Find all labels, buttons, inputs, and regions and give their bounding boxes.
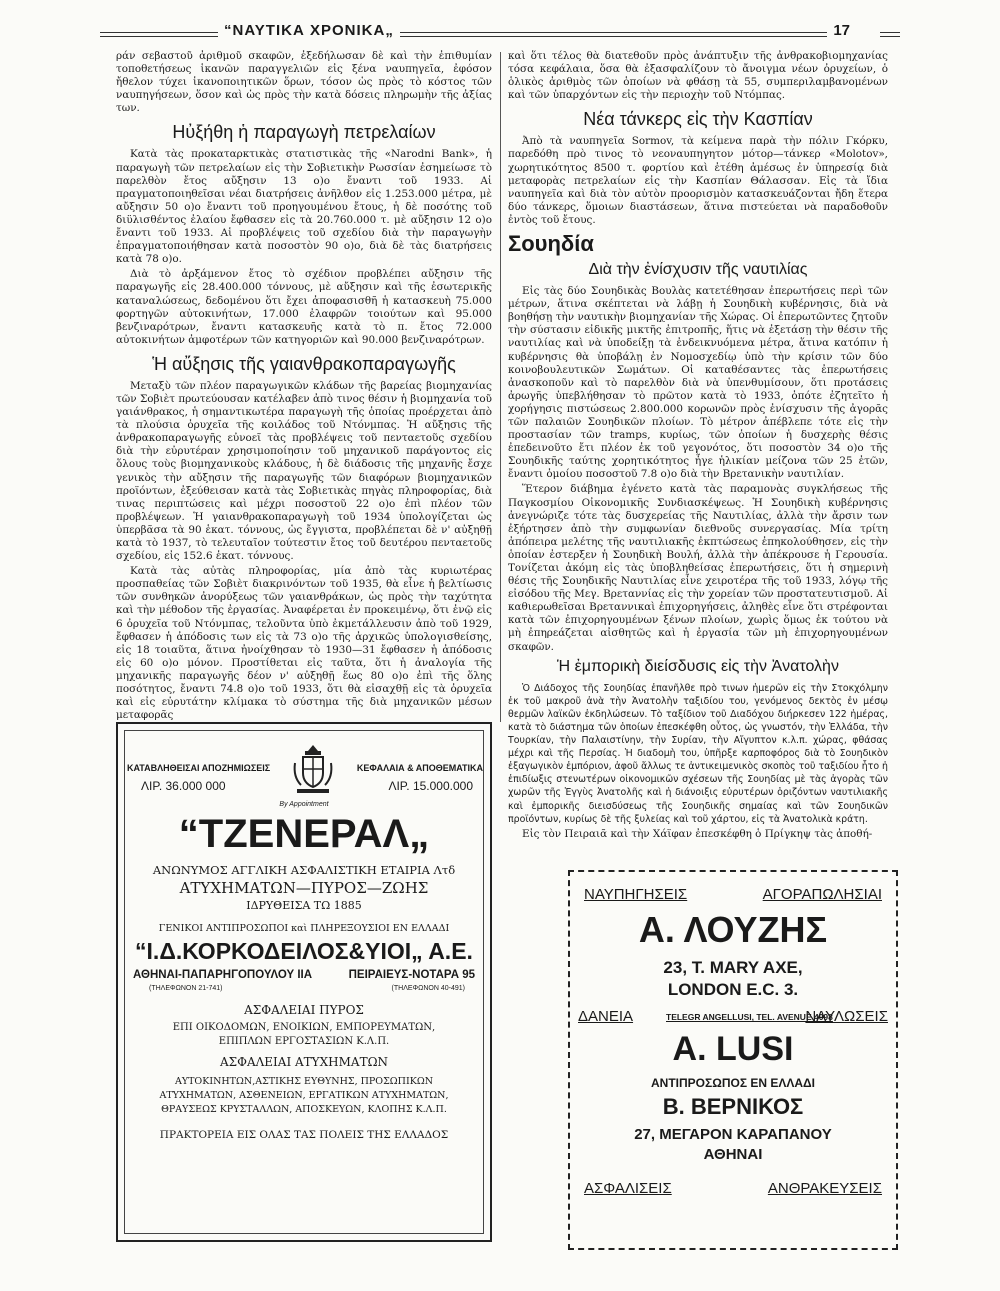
royal-appointment: By Appointment (279, 801, 329, 808)
heading-caspian-tankers: Νέα τάνκερς εἰς τὴν Κασπίαν (583, 109, 813, 130)
athens-address: ΑΘΗΝΑΙ-ΠΑΠΑΡΗΓΟΠΟΥΛΟΥ ΙΙΑ (133, 969, 313, 981)
capital-reserves-amount: ΛΙΡ. 15.000.000 (388, 779, 473, 793)
header-rule-middle (400, 32, 840, 37)
heading-east-penetration: Ἡ ἐμπορικὴ διείσδυσις εἰς τὴν Ἀνατολὴν (557, 657, 839, 675)
agents-heading: ΓΕΝΙΚΟΙ ΑΝΤΙΠΡΟΣΩΠΟΙ καὶ ΠΛΗΡΕΞΟΥΣΙΟΙ ΕΝ ΕΛΛΑΔΙ (158, 923, 450, 934)
representative-name: Β. ΒΕΡΝΙΚΟΣ (662, 1094, 804, 1119)
header-rule-right (880, 32, 900, 37)
page-header (100, 20, 900, 48)
fire-insurance-text: ΕΠΙ ΟΙΚΟΔΟΜΩΝ, ΕΝΟΙΚΙΩΝ, ΕΜΠΟΡΕΥΜΑΤΩΝ, ΕΠΙΠΛΩΝ ΕΡΓΟΣΤΑΣΙΩΝ Κ.Λ.Π. (172, 1022, 436, 1047)
right-column (508, 50, 888, 843)
founded-year: ΙΔΡΥΘΕΙΣΑ ΤΩ 1885 (246, 899, 362, 912)
company-name: “ΤΖΕΝΕΡΑΛ„ (178, 812, 430, 856)
accident-insurance-heading: ΑΣΦΑΛΕΙΑΙ ΑΤΥΧΗΜΑΤΩΝ (219, 1055, 389, 1069)
article-coal-p1: Μεταξὺ τῶν πλέον παραγωγικῶν κλάδων τῆς βαρείας βιομηχανίας τῶν Σοβιὲτ πρωτεύουσαν κατέλαβεν ἀπὸ τινος θέσιν ἡ βιομηχανία τοῦ γαιάνθρακος, ἡ σημαντικωτέρα παραγωγὴ τῆς ὁποίας προέρχεται ἀπὸ τὰ πλούσια ὀρυχεῖα τῆς κοιλάδος τοῦ Ντόνμπας. Ἡ αὔξησις τῆς ἀνθρακοπαραγωγῆς εὐνοεῖ τὰς προβλέψεις τοῦ πενταετοῦς σχεδίου διὰ τὴν εὐρυτέραν χρησιμοποίησιν τοῦ μηχανικοῦ παράγοντος εἰς ὅλους τοὺς βιομηχανικοὺς κλάδους, ἡ δὲ διάδοσις τῆς μηχανῆς ἔσχε γενικὸς τὴν αὔξησιν τῆς παραγωγῆς τῶν διαφόρων βιομηχανικῶν προϊόντων, ἐξεύθεισαν κατὰ τὰς Σοβιετικὰς πηγὰς πληροφορίας, διὰ τινας περιπτώσεις καὶ μέχρι ποσοστοῦ 22 ο)ο ἐπὶ πλέον τῶν προβλέψεων. Ἡ γαιανθρακοπαραγωγὴ τοῦ 1934 ὑπολογίζεται ὡς ὑπερβᾶσα τὰ 90 ἑκατ. τόννους, ὡς ἔγγιστα, προβλέπεται δὲ ν' αὐξηθῇ κατὰ τὸ 1937, τὸ τελευταῖον τούτεστιν ἔτος τοῦ δευτέρου πενταετοῦς σχεδίου, εἰς 152.6 ἑκατ. τόννους. (116, 379, 492, 563)
athens-city: ΑΘΗΝΑΙ (703, 1146, 763, 1163)
advert-inner-border (124, 730, 484, 1234)
advert-louzis (568, 870, 898, 1250)
publication-title: “ΝΑΥΤΙΚΑ ΧΡΟΝΙΚΑ„ (218, 22, 400, 39)
section-sweden: Σουηδία (508, 231, 594, 257)
piraeus-address: ΠΕΙΡΑΙΕΥΣ-ΝΟΤΑΡΑ 95 (348, 969, 475, 981)
london-city: LONDON E.C. 3. (667, 980, 799, 999)
article-east-p1: Ὁ Διάδοχος τῆς Σουηδίας ἐπανῆλθε πρὸ τινων ἡμερῶν εἰς τὴν Στοκχόλμην ἐκ τοῦ μακροῦ ἀνὰ τὴν Ἀνατολὴν ταξιδίου του, γενόμενος δεκτὸς ἐν μέσῳ θερμῶν λαϊκῶν ἐκδηλώσεων. Τὸ ταξίδιον τοῦ Διαδόχου διήρκεσεν 122 ἡμέρας, κατὰ τὸ διάστημα τῶν ὁποίων ἐπεσκέφθη οὗτος, ὡς γνωστόν, τὴν Ἑλλάδα, τὴν Τουρκίαν, τὴν Παλαιστίνην, τὴν Συρίαν, τὴν Αἴγυπτον κ.λ.π. χώρας, φθάσας μέχρι καὶ τῆς Περσίας. Ἡ διαδομὴ του, ὑπῆρξε καρποφόρος διὰ τὸ Σουηδικὸν ἐξαγωγικὸν ἐμπόριον, ἀφοῦ ἄλλως τε ἀντικειμενικὸς σκοπὸς τοῦ ταξιδίου ἦτο ἡ ἐπιδίωξις στενωτέρων οἰκονομικῶν σχέσεων τῆς Σουηδίας μὲ τὰς ἀγορὰς τῶν χωρῶν τῆς Ἐγγὺς Ἀνατολῆς καὶ ἡ διάνοιξις εὐρυτέρων ὁριζόντων ναυτιλιακῆς καὶ ἐμπορικῆς διεισδύσεως τῆς Σουηδικῆς σημαίας καὶ τῶν Σουηδικῶν προϊόντων, κυρίως δὲ τῆς ξυλείας καὶ τοῦ χάρτου, εἰς τὰ Ἀνατολικὰ κράτη. (508, 682, 888, 825)
article-coal-p2: Κατὰ τὰς αὐτὰς πληροφορίας, μία ἀπὸ τὰς κυριωτέρας προσπαθείας τῶν Σοβιὲτ διακρινόντων τοῦ 1935, θὰ εἶνε ἡ βελτίωσις τῶν συνθηκῶν ἀνορύξεως τῶν γαιανθράκων, ὡς πρὸς τὴν ταχύτητα καὶ τὴν μέθοδον τῆς ἐργασίας. Ἀναφέρεται ἐν προκειμένῳ, ὅτι ἐνῷ εἰς 6 ὀρυχεῖα τοῦ Ντόνμπας, τελοῦντα ὑπὸ ἐκμετάλλευσιν ἀπὸ τοῦ 1929, ἔφθασεν ἡ ἀπόδοσις των εἰς τὰ 73 ο)ο τῆς ἀρχικῶς ὑπολογισθείσης, εἰς 18 τοιαῦτα, ἅτινα ἠνοίχθησαν τὸ 1930—31 ἔφθασεν ἡ ἀπόδοσις εἰς 60 ο)ο μόνον. Προστίθεται εἰς ταῦτα, ὅτι ἡ ἀναλογία τῆς μηχανικῆς παραγωγῆς δέον ν' αὐξηθῇ ἕως 80 ο)ο ἐπὶ τῆς ὅλης ποσότητος, ἔναντι 74.8 ο)ο τοῦ 1933, ὅτι θὰ εἰσαχθῇ εἰς τὰ ὀρυχεῖα καὶ εἰς εὐρυτάτην κλίμακα τὸ σύστημα τῆς διὰ μηχανικῶν μέσων μεταφορᾶς (116, 565, 492, 722)
article-tankers-p1: Ἀπὸ τὰ ναυπηγεῖα Sormov, τὰ κείμενα παρὰ τὴν πόλιν Γκόρκυ, παρεδόθη πρὸ τινος τὸ νεοναυπηγητον μότορ—τάνκερ «Molotov», χωρητικότητος 8500 τ. φορτίου καὶ ἐτέθη ἀμέσως ἐν ὑπηρεσίᾳ διὰ μεταφορὰς πετρελαίων εἰς τὴν Κασπίαν Θάλασσαν. Εἰς τὰ ἴδια ναυπηγεῖα καὶ διὰ τὸν αὐτὸν προορισμὸν κατασκευάζονται ἤδη ἕτερα δύο τάνκερς, ὅμοιων διαστάσεων, ἅτινα πιστεύεται νὰ παραδοθοῦν ἐντὸς τοῦ ἔτους. (508, 135, 888, 226)
bunkering-label: ΑΝΘΡΑΚΕΥΣΕΙΣ (767, 1180, 882, 1197)
advert-general-insurance (116, 722, 492, 1242)
telegraph-address: TELEGR ANGELLUSI, TEL. AVENUE 4098 (666, 1012, 833, 1022)
heading-oil-production: Ηὐξήθη ἡ παραγωγὴ πετρελαίων (172, 122, 436, 143)
capital-reserves-label: ΚΕΦΑΛΑΙΑ & ΑΠΟΘΕΜΑΤΙΚΑ (356, 763, 483, 773)
agencies-footer: ΠΡΑΚΤΟΡΕΙΑ ΕΙΣ ΟΛΑΣ ΤΑΣ ΠΟΛΕΙΣ ΤΗΣ ΕΛΛΑΔΟΣ (159, 1129, 449, 1141)
claims-paid-label: ΚΑΤΑΒΛΗΘΕΙΣΑΙ ΑΠΟΖΗΜΙΩΣΕΙΣ (127, 763, 271, 773)
athens-office: 27, ΜΕΓΑΡΟΝ ΚΑΡΑΠΑΝΟΥ (634, 1126, 832, 1143)
insurance-label: ΑΣΦΑΛΙΣΕΙΣ (584, 1180, 672, 1197)
representative-label: ΑΝΤΙΠΡΟΣΩΠΟΣ ΕΝ ΕΛΛΑΔΙ (651, 1076, 815, 1090)
article-sweden-p1: Εἰς τὰς δύο Σουηδικὰς Βουλὰς κατετέθησαν ἐπερωτήσεις περὶ τῶν μέτρων, ἅτινα σκέπτεται νὰ λάβῃ ἡ Σουηδικὴ κυβέρνησις, διὰ νὰ βοηθήσῃ τὴν ναυτικὴν βιομηχανίαν τῆς Χώρας. Οἱ ἐπερωτῶντες ζητοῦν τὴν σύστασιν εἰδικῆς μικτῆς ἐπιτροπῆς, ἥτις νὰ ἐξετάσῃ τὴν θέσιν τῆς ναυτιλίας καὶ νὰ ὑποδείξῃ τὰ ἐνδεικνυόμενα μέτρα, ἅτινα κατόπιν ἡ κυβέρνησις θὰ ὑποβάλῃ ἐν Νομοσχεδίῳ ὑπὸ τὴν κρίσιν τῶν δύο κοινοβουλευτικῶν Σωμάτων. Οἱ καταθέσαντες τὰς ἐπερωτήσεις ἀνασκοποῦν καὶ τὸ παρελθὸν διὰ νὰ ὑπενθυμίσουν, ὅτι προτάσεις ἀρωγῆς ὑπεβλήθησαν τὸ πρῶτον κατὰ τὸ 1933, ὁπότε ἐζητεῖτο ἡ χορήγησις πιστώσεως 2.800.000 κορωνῶν πρὸς ἐνίσχυσιν τῆς ἀγορᾶς τῶν παλαιῶν Σουηδικῶν πλοίων. Τὸ μέτρον ἀπέβλεπε τότε εἰς τὴν προστασίαν τῶν tramps, κυρίως, τῶν ὁποίων ἡ δυσχερὴς θέσις ἐπεδεινοῦτο ἔτι πλέον ἐκ τοῦ γεγονότος, ὅτι ποσοστὸν 34 ο)ο τῆς Σουηδικῆς ταύτης χορητικότητος ἦγε ἡλικίαν μείζονα τῶν 25 ἐτῶν, ἔναντι ὁμοίου ποσοστοῦ 7.8 ο)ο διὰ τὴν Βρετανικὴν ναυτιλίαν. (508, 285, 888, 481)
shipbuilding-label: ΝΑΥΠΗΓΗΣΕΙΣ (584, 886, 688, 903)
firm-name-latin: A. LUSI (672, 1030, 794, 1068)
royal-crest-icon (291, 741, 335, 797)
heading-coal-production: Ἡ αὔξησις τῆς γαιανθρακοπαραγωγῆς (152, 353, 456, 374)
insurance-types: ΑΤΥΧΗΜΑΤΩΝ—ΠΥΡΟΣ—ΖΩΗΣ (179, 879, 429, 897)
piraeus-phone: (ΤΗΛΕΦΩΝΟΝ 40-491) (391, 985, 465, 992)
london-street: 23, T. MARY AXE, (663, 958, 803, 977)
firm-name-greek: Α. ΛΟΥΖΗΣ (638, 909, 828, 950)
loans-label: ΔΑΝΕΙΑ (578, 1008, 634, 1025)
athens-phone: (ΤΗΛΕΦΩΝΟΝ 21-741) (149, 985, 223, 992)
claims-paid-amount: ΛΙΡ. 36.000 000 (141, 779, 226, 793)
article-oil-p2: Διὰ τὸ ἀρξάμενον ἔτος τὸ σχέδιον προβλέπει αὔξησιν τῆς παραγωγῆς εἰς 28.400.000 τόννους, μὲ αὔξησιν καὶ τῆς ἐσωτερικῆς καταναλώσεως, δεδομένου ὅτι ἔχει ἀποφασισθῆ ἡ κατασκευὴ 75.000 φορτηγῶν αὐτοκινήτων, 17.000 ἐλαφρῶν τοιούτων καὶ 95.000 βενζιναρότρων, ἔναντι κατασκευῆς κατὰ τὸ π. ἔτος 72.000 αὐτοκινήτων ἀμφοτέρων τῶν κατηγοριῶν καὶ 90.000 βενζιναρότρων. (116, 268, 492, 346)
page-number: 17 (827, 22, 856, 39)
fire-insurance-heading: ΑΣΦΑΛΕΙΑΙ ΠΥΡΟΣ (244, 1003, 364, 1017)
right-intro: καὶ ὅτι τέλος θὰ διατεθοῦν πρὸς ἀνάπτυξιν τῆς ἀνθρακοβιομηχανίας τόσα κεφάλαια, ὅσα θὰ ἐξασφαλίζουν τὸ ἄνοιγμα νέων ὀρυχείων, ὁ ὁλικὸς ἀριθμὸς τῶν ὁποίων νὰ φθάσῃ τὰ 55, συμπεριλαμβανομένων καὶ τῶν ὑπαρχόντων εἰς τὴν περιοχὴν τοῦ Ντόμπας. (508, 50, 888, 102)
header-rule-left (100, 32, 218, 37)
article-oil-p1: Κατὰ τὰς προκαταρκτικὰς στατιστικὰς τῆς «Narodni Bank», ἡ παραγωγὴ τῶν πετρελαίων εἰς τὴν Σοβιετικὴν Ρωσσίαν ἐσημείωσε τὸ παρελθὸν ἔτος αὔξησιν 13 ο)ο ἔναντι τοῦ 1933. Αἱ πραγματοποιηθεῖσαι νέαι διατρήσεις ἀνῆλθον εἰς 1.253.000 μέτρα, μὲ αὔξησιν 50 ο)ο ἔναντι τοῦ προηγουμένου ἔτους, ἡ δὲ ποσότης τοῦ διϋλισθέντος ἐλαίου ἔφθασεν εἰς τὰ 20.760.000 τ. μὲ αὔξησιν 12 ο)ο ἔναντι τοῦ 1933. Αἱ προβλέψεις τοῦ σχεδίου διὰ τὴν παραγωγὴν ἐπραγματοποιήθησαν κατὰ ποσοστὸν 90 ο)ο, διὰ δὲ τὰς διατρήσεις κατὰ 78 ο)ο. (116, 148, 492, 266)
charters-label: ΝΑΥΛΩΣΕΙΣ (805, 1008, 888, 1025)
heading-shipping-support: Διὰ τὴν ἐνίσχυσιν τῆς ναυτιλίας (588, 261, 808, 279)
company-description: ΑΝΩΝΥΜΟΣ ΑΓΓΛΙΚΗ ΑΣΦΑΛΙΣΤΙΚΗ ΕΤΑΙΡΙΑ Λτδ (152, 863, 456, 877)
left-intro: ράν σεβαστοῦ ἀριθμοῦ σκαφῶν, ἐξεδήλωσαν δὲ καὶ τὴν ἐπιθυμίαν τοποθετήσεως ἱκανῶν παραγγελιῶν εἰς ξένα ναυπηγεῖα, ἐφόσον ἤθελον τύχει ἱκανοποιητικῶν ὅρων, τόσον ὡς πρὸς τὸ κόστος τῶν ναυπηγήσεων, ὅσον καὶ ὡς πρὸς τὴν κατὰ δόσεις πληρωμὴν τῆς ἀξίας των. (116, 50, 492, 115)
agent-name: “Ι.Δ.ΚΟΡΚΟΔΕΙΛΟΣ&ΥΙΟΙ„ Α.Ε. (135, 938, 473, 964)
article-sweden-p2: Ἕτερον διάβημα ἐγένετο κατὰ τὰς παραμονὰς συγκλήσεως τῆς Παγκοσμίου Οἰκονομικῆς Συνδιασκέψεως. Ἡ Σουηδικὴ κυβέρνησις ἀνεγνώριζε τότε τὰς δυσχερείας τῆς Ναυτιλίας, ἀλλὰ τὴν ἄρσιν των ἐξήρτησεν ἀπὸ τὴν συμφωνίαν διεθνοῦς συνεργασίας. Μία τρίτη ἀπόπειρα μελέτης τῆς ναυτιλιακῆς ἐκπτώσεως ἐπηκολούθησεν, εἰς τὴν ὁποίαν ἐστερξεν ἡ Σουηδικὴ Βουλή, ἀλλὰ τὴν ἀπέκρουσε ἡ Γερουσία. Τονίζεται ἀκόμη εἰς τὰς ὑποβληθείσας ἐπερωτήσεις, ὅτι ἡ σημερινὴ θέσις τῆς Σουηδικῆς Ναυτιλίας εἶνε χειροτέρα τῆς τοῦ 1933, λόγῳ τῆς εἰσόδου τῆς Μεγ. Βρεταννίας εἰς τὴν χορείαν τῶν προστατευτισμοῦ. Αἱ καθιερωθεῖσαι Βρεταννικαὶ ἐπιχορηγήσεις, ἀληθὲς εἶνε ὅτι στρέφονται κατὰ τῶν ἐπιχορηγουμένων ξένων πλοίων, χωρὶς ὅμως ἐκ τούτου νὰ μὴ ἐπηρεάζεται αἰσθητῶς καὶ ἡ ἐργασία τῶν μὴ ἐπιχορηγουμένων σκαφῶν. (508, 483, 888, 653)
column-divider (500, 52, 501, 722)
article-east-p2: Εἰς τὸν Πειραιᾶ καὶ τὴν Χάϊφαν ἐπεσκέφθη ὁ Πρίγκηψ τὰς ἀποθή- (522, 827, 873, 840)
left-column (116, 50, 492, 724)
accident-insurance-text: ΑΥΤΟΚΙΝΗΤΩΝ,ΑΣΤΙΚΗΣ ΕΥΘΥΝΗΣ, ΠΡΟΣΩΠΙΚΩΝ ΑΤΥΧΗΜΑΤΩΝ, ΑΣΘΕΝΕΙΩΝ, ΕΡΓΑΤΙΚΩΝ ΑΤΥΧΗΜΑΤΩΝ, ΘΡΑΥΣΕΩΣ ΚΡΥΣΤΑΛΛΩΝ, ΑΠΟΣΚΕΥΩΝ, ΚΛΟΠΗΣ Κ.Λ.Π. (159, 1076, 449, 1115)
sales-label: ΑΓΟΡΑΠΩΛΗΣΙΑΙ (762, 886, 882, 903)
